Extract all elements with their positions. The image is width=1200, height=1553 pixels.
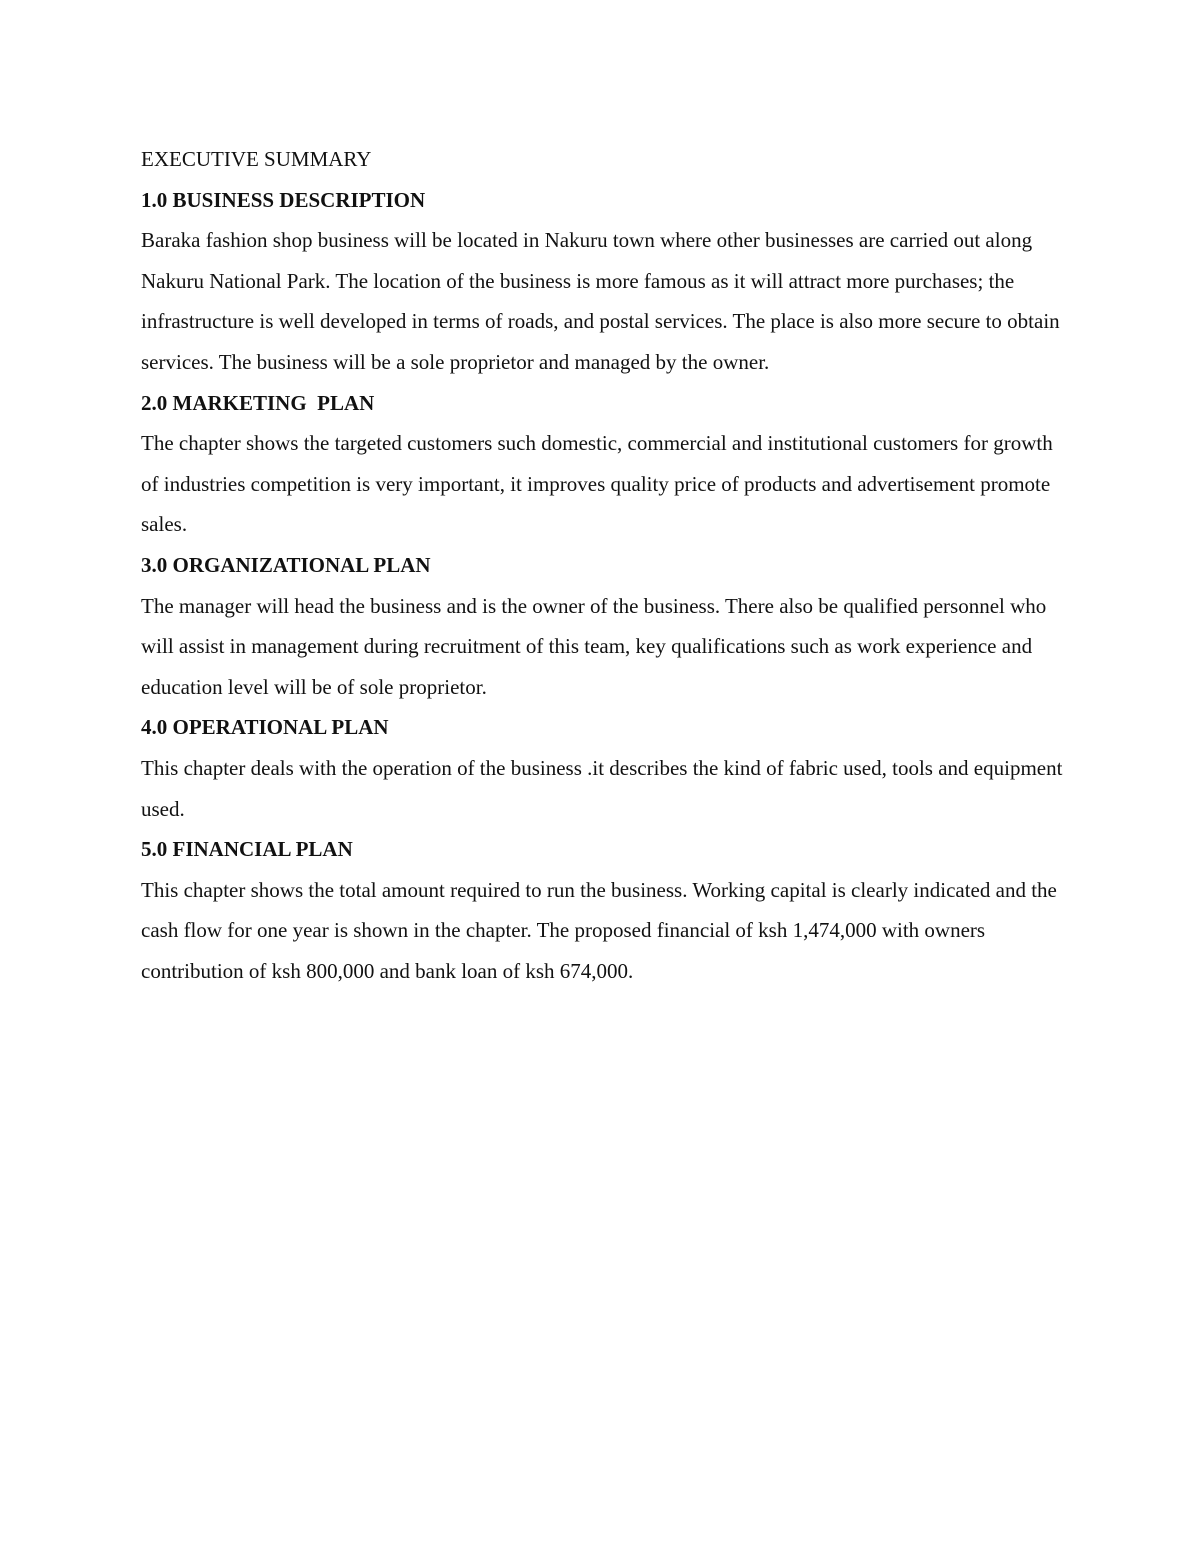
section-heading-operational-plan: 4.0 OPERATIONAL PLAN bbox=[141, 715, 389, 740]
section-heading-business-description: 1.0 BUSINESS DESCRIPTION bbox=[141, 187, 426, 212]
section-body-operational-plan: This chapter deals with the operation of the business .it describes the kind of fabric used, tools and equipment used. bbox=[141, 755, 1063, 821]
document-title: EXECUTIVE SUMMARY bbox=[141, 147, 372, 171]
section-body-organizational-plan: The manager will head the business and is the owner of the business. There also be qualified personnel who will assist in management during recruitment of this team, key qualifications such as work experience and education level will be of sole proprietor. bbox=[141, 593, 1047, 699]
section-body-business-description: Baraka fashion shop business will be located in Nakuru town where other businesses are carried out along Nakuru National Park. The location of the business is more famous as it will attract more purchases; the infrastructure is well developed in terms of roads, and postal services. The place is also more secure to obtain services. The business will be a sole proprietor and managed by the owner. bbox=[141, 228, 1060, 374]
section-heading-organizational-plan: 3.0 ORGANIZATIONAL PLAN bbox=[141, 552, 431, 577]
section-heading-marketing-plan: 2.0 MARKETING PLAN bbox=[141, 390, 375, 415]
document-content bbox=[141, 139, 1071, 991]
section-heading-financial-plan: 5.0 FINANCIAL PLAN bbox=[141, 837, 353, 862]
section-body-marketing-plan: The chapter shows the targeted customers such domestic, commercial and institutional customers for growth of industries competition is very important, it improves quality price of products and advertisement promote sales. bbox=[141, 431, 1053, 537]
section-body-financial-plan: This chapter shows the total amount required to run the business. Working capital is clearly indicated and the cash flow for one year is shown in the chapter. The proposed financial of ksh 1,474,000 with owners contribution of ksh 800,000 and bank loan of ksh 674,000. bbox=[141, 877, 1057, 983]
